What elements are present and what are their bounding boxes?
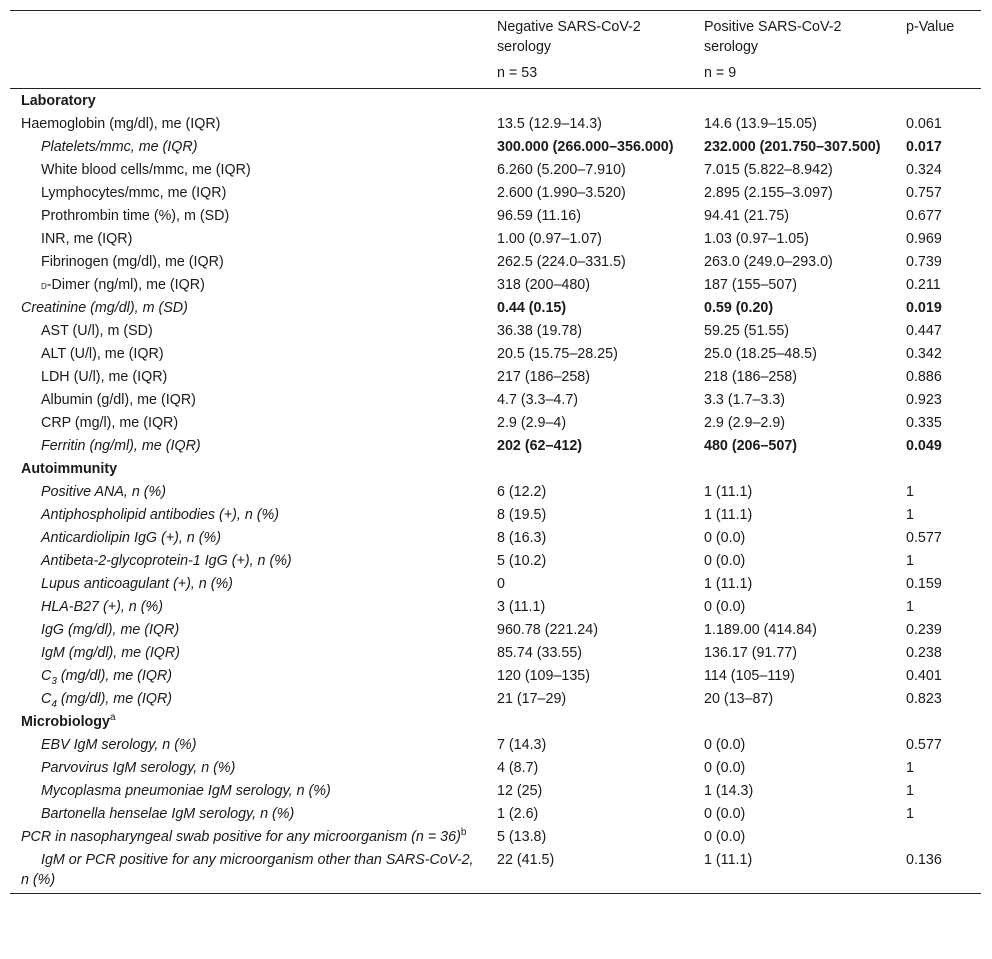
cell-pvalue: 1 (906, 759, 914, 776)
row-label-text: (mg/dl), me (IQR) (56, 667, 173, 684)
results-table-container (10, 10, 981, 894)
table-row (10, 733, 981, 756)
cell-positive: 0 (0.0) (704, 805, 746, 822)
row-label: INR, me (IQR) (41, 230, 133, 247)
cell-negative: 217 (186–258) (497, 368, 591, 385)
cell-pvalue: 0.211 (906, 276, 941, 293)
table-row (10, 503, 981, 526)
table-row (10, 825, 981, 848)
c-prefix: C (41, 667, 52, 684)
cell-positive: 114 (105–119) (704, 667, 795, 684)
table-row (10, 549, 981, 572)
cell-pvalue: 0.049 (906, 437, 942, 454)
row-label: Albumin (g/dl), me (IQR) (41, 391, 196, 408)
table-row (10, 664, 981, 687)
cell-pvalue: 0.342 (906, 345, 942, 362)
table-row (10, 526, 981, 549)
cell-negative: 13.5 (12.9–14.3) (497, 115, 602, 132)
table-row (10, 204, 981, 227)
row-label (10, 825, 486, 848)
table-row (10, 135, 981, 158)
cell-negative: 5 (13.8) (497, 828, 547, 845)
cell-negative: 8 (16.3) (497, 529, 547, 546)
table-row (10, 342, 981, 365)
table-row (10, 756, 981, 779)
cell-positive: 1 (11.1) (704, 506, 753, 523)
cell-positive: 0.59 (0.20) (704, 299, 774, 316)
cell-pvalue: 1 (906, 598, 914, 615)
cell-negative: 0.44 (0.15) (497, 299, 567, 316)
table-row (10, 618, 981, 641)
cell-pvalue: 0.017 (906, 138, 942, 155)
cell-pvalue: 1 (906, 483, 914, 500)
cell-positive: 0 (0.0) (704, 529, 746, 546)
row-label: Prothrombin time (%), m (SD) (41, 207, 230, 224)
cell-pvalue: 0.823 (906, 690, 942, 707)
table-row (10, 365, 981, 388)
cell-negative: 1 (2.6) (497, 805, 539, 822)
row-label: Bartonella henselae IgM serology, n (%) (41, 805, 295, 822)
table-row (10, 158, 981, 181)
cell-pvalue: 0.136 (895, 848, 981, 893)
cell-negative: 120 (109–135) (497, 667, 591, 684)
cell-pvalue: 0.159 (906, 575, 942, 592)
table-row (10, 181, 981, 204)
footnote-a: a (109, 711, 116, 723)
row-label (10, 273, 486, 296)
cell-negative: 1.00 (0.97–1.07) (497, 230, 602, 247)
row-label: LDH (U/l), me (IQR) (41, 368, 168, 385)
cell-pvalue: 0.324 (906, 161, 942, 178)
cell-negative: 6 (12.2) (497, 483, 547, 500)
section-microbiology (10, 710, 981, 733)
table-row (10, 641, 981, 664)
cell-positive: 1 (11.1) (704, 575, 753, 592)
cell-negative: 12 (25) (497, 782, 543, 799)
cell-negative: 300.000 (266.000–356.000) (497, 138, 674, 155)
cell-pvalue: 0.739 (906, 253, 942, 270)
header-n-negative: n = 53 (486, 57, 693, 89)
cell-positive: 14.6 (13.9–15.05) (704, 115, 817, 132)
cell-pvalue: 0.757 (906, 184, 942, 201)
cell-pvalue (895, 825, 981, 848)
table-row (10, 227, 981, 250)
row-label: ALT (U/l), me (IQR) (41, 345, 164, 362)
cell-pvalue: 0.923 (906, 391, 942, 408)
table-row (10, 802, 981, 825)
row-label (10, 664, 486, 687)
cell-negative: 20.5 (15.75–28.25) (497, 345, 618, 362)
table-row (10, 572, 981, 595)
table-row (10, 388, 981, 411)
row-label: EBV IgM serology, n (%) (41, 736, 197, 753)
header-empty (10, 11, 486, 58)
cell-pvalue: 1 (906, 552, 914, 569)
row-label-text: PCR in nasopharyngeal swab positive for any microorganism (n = 36) (21, 828, 461, 845)
row-label: IgM (mg/dl), me (IQR) (41, 644, 181, 661)
cell-positive: 187 (155–507) (704, 276, 798, 293)
cell-pvalue: 0.335 (906, 414, 942, 431)
row-label: Antiphospholipid antibodies (+), n (%) (41, 506, 280, 523)
cell-positive: 0 (0.0) (704, 736, 746, 753)
cell-pvalue: 0.577 (906, 736, 942, 753)
cell-negative: 318 (200–480) (497, 276, 591, 293)
row-label: Parvovirus IgM serology, n (%) (41, 759, 236, 776)
cell-positive: 1.189.00 (414.84) (704, 621, 817, 638)
cell-positive: 20 (13–87) (704, 690, 774, 707)
cell-positive: 7.015 (5.822–8.942) (704, 161, 833, 178)
cell-positive: 136.17 (91.77) (704, 644, 797, 661)
row-label: Lupus anticoagulant (+), n (%) (41, 575, 233, 592)
cell-positive: 0 (0.0) (704, 759, 746, 776)
cell-pvalue: 1 (906, 805, 914, 822)
cell-negative: 2.9 (2.9–4) (497, 414, 567, 431)
results-table (10, 10, 981, 894)
table-row (10, 319, 981, 342)
cell-positive: 0 (0.0) (704, 598, 746, 615)
cell-positive: 232.000 (201.750–307.500) (704, 138, 881, 155)
row-label (10, 687, 486, 710)
row-label-text: -Dimer (ng/ml), me (IQR) (46, 276, 205, 293)
cell-positive: 59.25 (51.55) (704, 322, 790, 339)
table-body (10, 89, 981, 894)
cell-negative: 7 (14.3) (497, 736, 547, 753)
footnote-b: b (460, 826, 467, 838)
row-label-text: (mg/dl), me (IQR) (56, 690, 173, 707)
row-label: HLA-B27 (+), n (%) (41, 598, 163, 615)
table-row (10, 595, 981, 618)
header-n-empty (10, 57, 486, 89)
cell-pvalue: 0.886 (906, 368, 942, 385)
cell-positive: 2.9 (2.9–2.9) (704, 414, 786, 431)
row-label: AST (U/l), m (SD) (41, 322, 153, 339)
row-label: Ferritin (ng/ml), me (IQR) (41, 437, 201, 454)
cell-negative: 960.78 (221.24) (497, 621, 598, 638)
cell-pvalue: 0.238 (906, 644, 942, 661)
cell-negative: 262.5 (224.0–331.5) (497, 253, 626, 270)
d-prefix: d (41, 277, 47, 292)
section-microbiology-text: Microbiology (21, 713, 110, 730)
header-positive: Positive SARS-CoV-2 serology (693, 11, 895, 58)
header-pvalue: p-Value (895, 11, 981, 58)
row-label: CRP (mg/l), me (IQR) (41, 414, 179, 431)
header-n-positive: n = 9 (693, 57, 895, 89)
cell-positive: 2.895 (2.155–3.097) (704, 184, 833, 201)
cell-negative: 22 (41.5) (486, 848, 693, 893)
row-label: Creatinine (mg/dl), m (SD) (21, 299, 188, 316)
row-label: Mycoplasma pneumoniae IgM serology, n (%) (41, 782, 331, 799)
row-label: Platelets/mmc, me (IQR) (41, 138, 198, 155)
table-header (10, 11, 981, 89)
section-laboratory: Laboratory (21, 92, 96, 109)
cell-pvalue: 0.969 (906, 230, 942, 247)
cell-positive: 1.03 (0.97–1.05) (704, 230, 809, 247)
cell-positive: 25.0 (18.25–48.5) (704, 345, 817, 362)
table-row (10, 848, 981, 893)
cell-negative: 5 (10.2) (497, 552, 547, 569)
cell-pvalue: 0.677 (906, 207, 942, 224)
cell-pvalue: 1 (906, 782, 914, 799)
row-label: IgM or PCR positive for any microorganism other than SARS-CoV-2, n (%) (10, 848, 486, 893)
cell-positive: 263.0 (249.0–293.0) (704, 253, 833, 270)
table-row (10, 411, 981, 434)
row-label: Lymphocytes/mmc, me (IQR) (41, 184, 227, 201)
table-row (10, 296, 981, 319)
cell-negative: 8 (19.5) (497, 506, 547, 523)
cell-positive: 3.3 (1.7–3.3) (704, 391, 786, 408)
cell-negative: 202 (62–412) (497, 437, 583, 454)
c-prefix: C (41, 690, 52, 707)
cell-positive: 0 (0.0) (704, 552, 746, 569)
cell-pvalue: 0.447 (906, 322, 942, 339)
table-row (10, 112, 981, 135)
cell-positive: 1 (11.1) (693, 848, 895, 893)
cell-pvalue: 0.577 (906, 529, 942, 546)
cell-pvalue: 1 (906, 506, 914, 523)
cell-positive: 218 (186–258) (704, 368, 798, 385)
table-row (10, 250, 981, 273)
c-subscript: 4 (51, 698, 57, 710)
cell-pvalue: 0.401 (906, 667, 942, 684)
cell-negative: 36.38 (19.78) (497, 322, 583, 339)
table-row (10, 687, 981, 710)
cell-pvalue: 0.061 (906, 115, 942, 132)
cell-negative: 0 (497, 575, 505, 592)
cell-negative: 6.260 (5.200–7.910) (497, 161, 626, 178)
cell-positive: 1 (11.1) (704, 483, 753, 500)
cell-positive: 1 (14.3) (704, 782, 754, 799)
c-subscript: 3 (51, 675, 57, 687)
row-label: IgG (mg/dl), me (IQR) (41, 621, 180, 638)
row-label: Positive ANA, n (%) (41, 483, 166, 500)
cell-negative: 4.7 (3.3–4.7) (497, 391, 579, 408)
row-label: Antibeta-2-glycoprotein-1 IgG (+), n (%) (41, 552, 292, 569)
row-label: Haemoglobin (mg/dl), me (IQR) (21, 115, 221, 132)
cell-pvalue: 0.019 (906, 299, 942, 316)
cell-positive: 0 (0.0) (704, 828, 746, 845)
section-autoimmunity: Autoimmunity (21, 460, 118, 477)
row-label: White blood cells/mmc, me (IQR) (41, 161, 251, 178)
table-row (10, 480, 981, 503)
table-row (10, 434, 981, 457)
cell-pvalue: 0.239 (906, 621, 942, 638)
cell-positive: 94.41 (21.75) (704, 207, 790, 224)
cell-negative: 96.59 (11.16) (497, 207, 581, 224)
cell-negative: 21 (17–29) (497, 690, 567, 707)
header-n-pvalue-empty (895, 57, 981, 89)
cell-negative: 3 (11.1) (497, 598, 546, 615)
header-negative: Negative SARS-CoV-2 serology (486, 11, 693, 58)
row-label: Anticardiolipin IgG (+), n (%) (41, 529, 221, 546)
cell-negative: 2.600 (1.990–3.520) (497, 184, 626, 201)
table-row (10, 273, 981, 296)
table-row (10, 779, 981, 802)
cell-negative: 4 (8.7) (497, 759, 539, 776)
cell-positive: 480 (206–507) (704, 437, 798, 454)
cell-negative: 85.74 (33.55) (497, 644, 583, 661)
row-label: Fibrinogen (mg/dl), me (IQR) (41, 253, 224, 270)
